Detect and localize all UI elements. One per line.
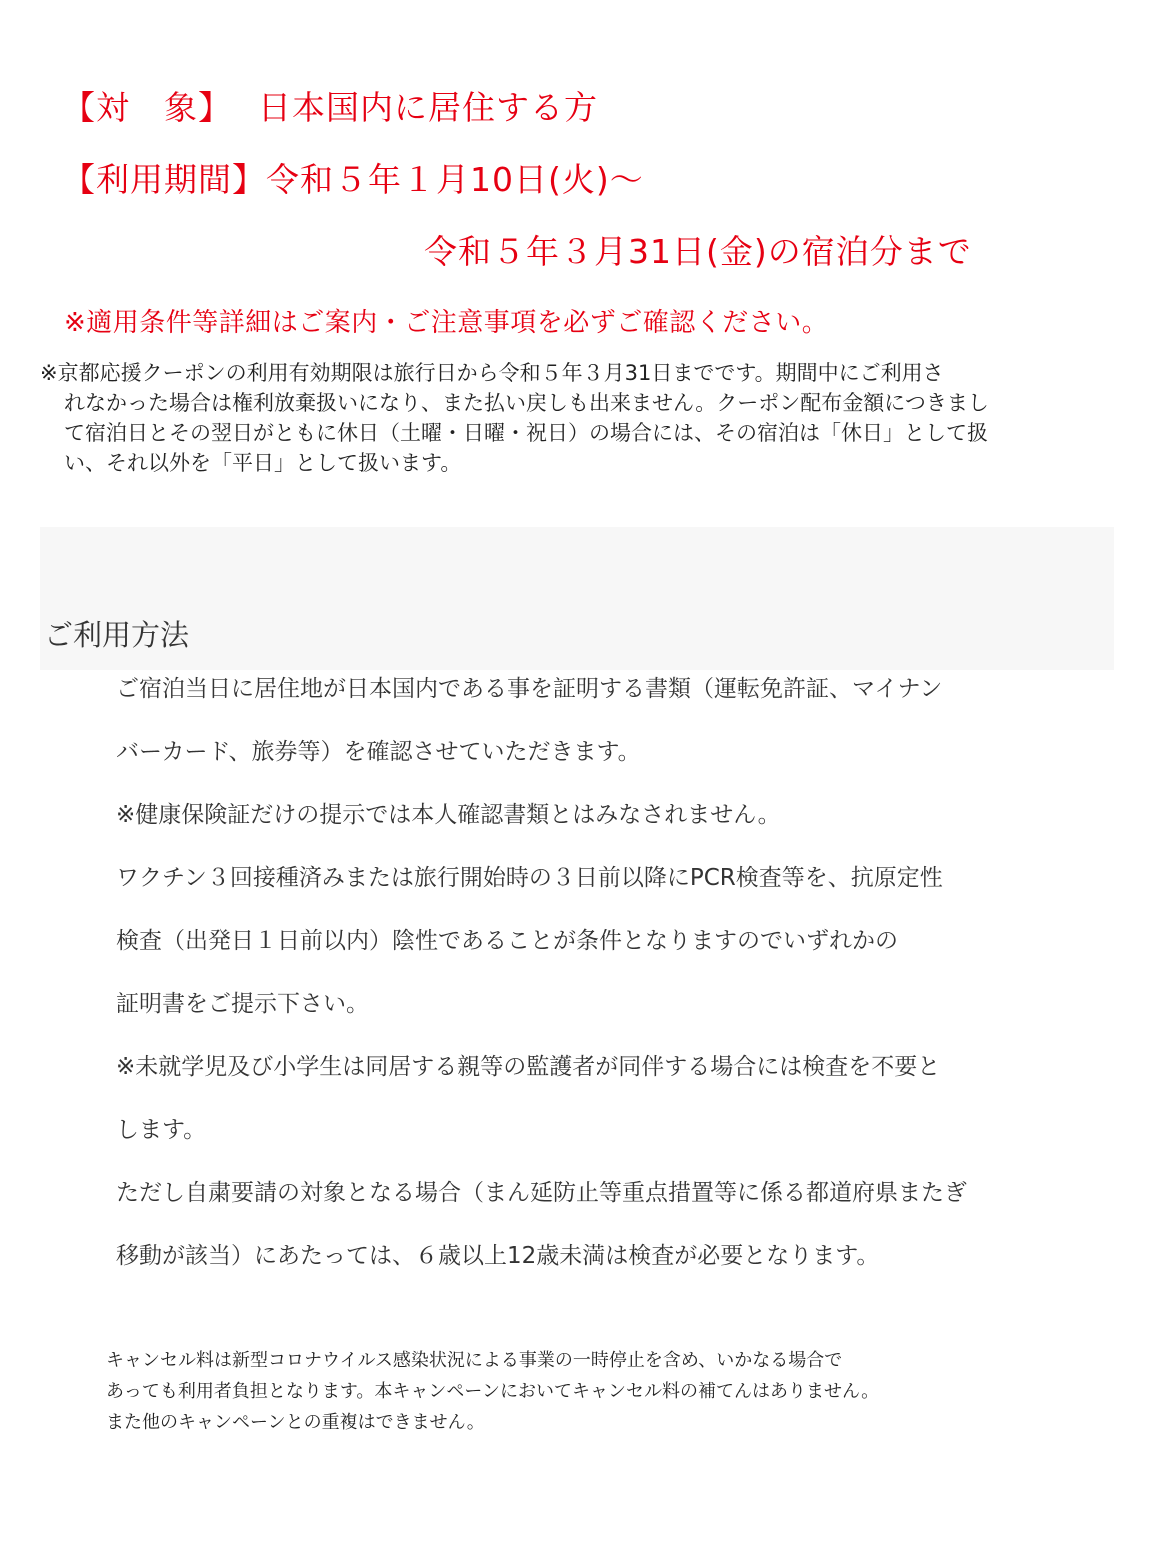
target-value: 日本国内に居住する方 bbox=[258, 88, 598, 127]
cancellation-note-line: あっても利用者負担となります。本キャンペーンにおいてキャンセル料の補てんはありません。 bbox=[106, 1381, 880, 1402]
usage-heading: ご利用方法 bbox=[44, 618, 190, 652]
usage-line: ただし自粛要請の対象となる場合（まん延防止等重点措置等に係る都道府県またぎ bbox=[116, 1180, 967, 1206]
period-label: 【利用期間】 bbox=[62, 160, 266, 199]
usage-heading-panel bbox=[40, 527, 1114, 670]
usage-line: 移動が該当）にあたっては、６歳以上12歳未満は検査が必要となります。 bbox=[116, 1243, 880, 1269]
usage-line: 検査（出発日１日前以内）陰性であることが条件となりますのでいずれかの bbox=[116, 928, 898, 954]
coupon-note-line: れなかった場合は権利放棄扱いになり、また払い戻しも出来ません。クーポン配布金額につきまし bbox=[64, 391, 989, 415]
cancellation-note-line: また他のキャンペーンとの重複はできません。 bbox=[106, 1412, 485, 1433]
target-label: 【対 象】 bbox=[62, 88, 232, 127]
usage-line: ※未就学児及び小学生は同居する親等の監護者が同伴する場合には検査を不要と bbox=[116, 1054, 941, 1080]
usage-line: 証明書をご提示下さい。 bbox=[116, 991, 369, 1017]
period-end: 令和５年３月31日(金)の宿泊分まで bbox=[424, 232, 972, 271]
period-start: 令和５年１月10日(火)～ bbox=[266, 160, 644, 199]
coupon-note-first-line: ※京都応援クーポンの利用有効期限は旅行日から令和５年３月31日までです。期間中にご利用さ bbox=[40, 361, 944, 385]
usage-line: します。 bbox=[116, 1117, 207, 1143]
coupon-note bbox=[40, 358, 1120, 478]
coupon-note-line: て宿泊日とその翌日がともに休日（土曜・日曜・祝日）の場合には、その宿泊は「休日」として扱 bbox=[64, 421, 988, 445]
coupon-note-line: い、それ以外を「平日」として扱います。 bbox=[64, 451, 462, 475]
confirmation-notice: ※適用条件等詳細はご案内・ご注意事項を必ずご確認ください。 bbox=[64, 308, 829, 338]
usage-line: ご宿泊当日に居住地が日本国内である事を証明する書類（運転免許証、マイナン bbox=[116, 676, 943, 702]
cancellation-note bbox=[106, 1345, 1106, 1438]
usage-line: バーカード、旅券等）を確認させていただきます。 bbox=[116, 739, 641, 765]
period-row bbox=[62, 160, 644, 200]
target-row bbox=[62, 88, 598, 128]
usage-line: ※健康保険証だけの提示では本人確認書類とはみなされません。 bbox=[116, 802, 781, 828]
cancellation-note-line: キャンセル料は新型コロナウイルス感染状況による事業の一時停止を含め、いかなる場合で bbox=[106, 1350, 843, 1371]
usage-line: ワクチン３回接種済みまたは旅行開始時の３日前以降にPCR検査等を、抗原定性 bbox=[116, 865, 943, 891]
